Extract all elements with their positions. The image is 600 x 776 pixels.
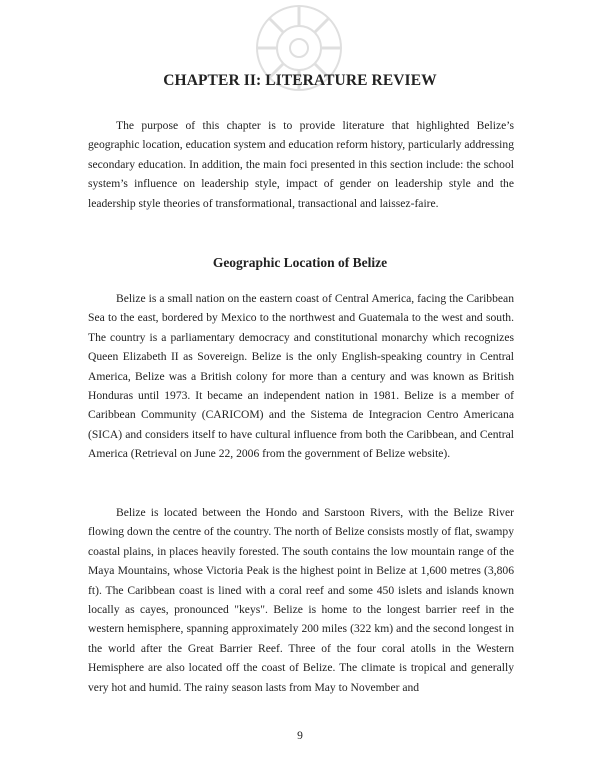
body-paragraph-1: Belize is a small nation on the eastern coast of Central America, facing the Caribbean Sea to the east, bordered by Mexico to the northwest and Guatemala to the west and south. The country is a parliamentary democracy and constitutional monarchy which recognizes Queen Elizabeth II as Sovereign. Belize is the only English-speaking country in Central America, Belize was a British colony for more than a century and was known as British Honduras until 1973. It became an independent nation in 1981. Belize is a member of Caribbean Community (CARICOM) and the Sistema de Integracion Centro Americana (SICA) and considers itself to have cultural influence from both the Caribbean, and Central America (Retrieval on June 22, 2006 from the government of Belize website). xyxy=(88,292,514,461)
body-paragraph-2: Belize is located between the Hondo and Sarstoon Rivers, with the Belize River flowing down the centre of the country. The north of Belize consists mostly of flat, swampy coastal plains, in places heavily forested. The south contains the low mountain range of the Maya Mountains, whose Victoria Peak is the highest point in Belize at 1,600 metres (3,806 ft). The Caribbean coast is lined with a coral reef and some 450 islets and islands known locally as cayes, pronounced "keys". Belize is home to the longest barrier reef in the western hemisphere, spanning approximately 200 miles (322 km) and the second longest in the world after the Great Barrier Reef. Three of the four coral atolls in the Western Hemisphere are also located off the coast of Belize. The climate is tropical and generally very hot and humid. The rainy season lasts from May to November and xyxy=(88,506,514,694)
page-number: 9 xyxy=(297,730,303,742)
section-heading: Geographic Location of Belize xyxy=(212,255,388,270)
chapter-title: CHAPTER II: LITERATURE REVIEW xyxy=(163,72,437,89)
intro-paragraph: The purpose of this chapter is to provide literature that highlighted Belize’s geographic location, education system and education reform history, particularly addressing secondary education. In addition, the main foci presented in this section include: the school system’s influence on leadership style, impact of gender on leadership style and the leadership style theories of transformational, transactional and laissez-faire. xyxy=(88,119,514,210)
